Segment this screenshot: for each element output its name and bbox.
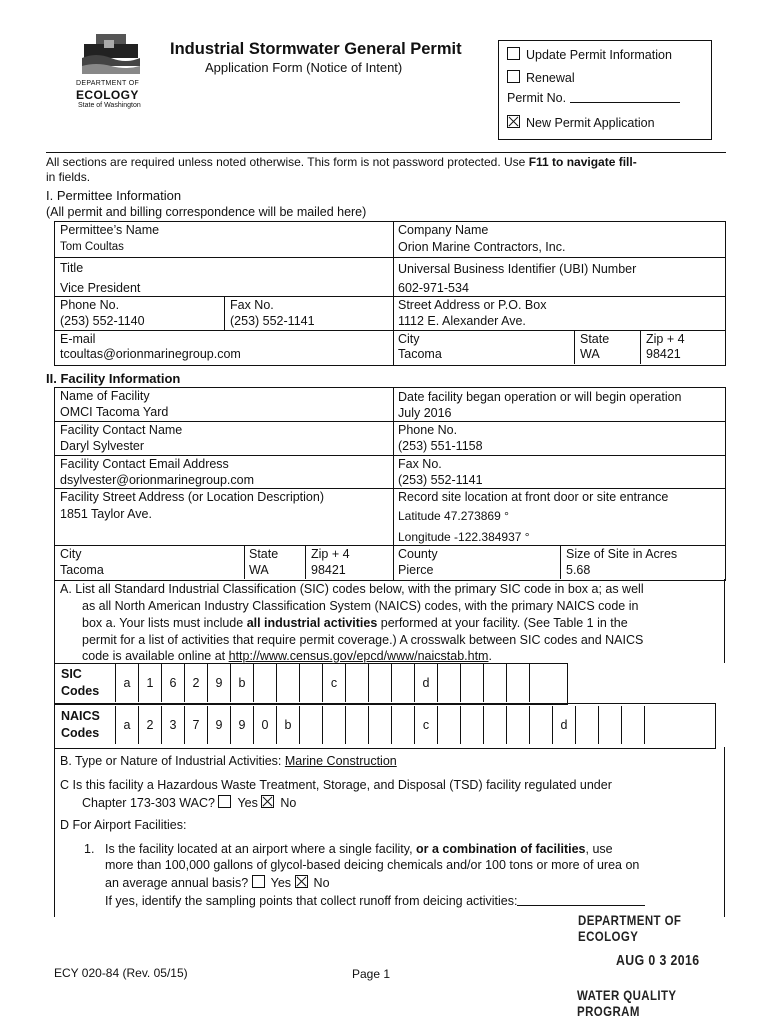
divider bbox=[724, 579, 725, 663]
renewal-option[interactable] bbox=[507, 70, 575, 86]
facility-fax-label: Fax No. bbox=[398, 457, 442, 471]
naics-code-cell[interactable] bbox=[507, 706, 530, 744]
naics-code-cell[interactable] bbox=[369, 706, 392, 744]
airport-no-checkbox[interactable] bbox=[295, 875, 308, 888]
intro-line-2: in fields. bbox=[46, 170, 91, 184]
divider bbox=[54, 579, 55, 663]
phone-value[interactable]: (253) 552-1140 bbox=[60, 314, 145, 328]
naics-code-cell[interactable] bbox=[599, 706, 622, 744]
text: box a. Your lists must include bbox=[82, 616, 247, 630]
facility-phone-value[interactable]: (253) 551-1158 bbox=[398, 439, 483, 453]
intro-text: All sections are required unless noted otherwise. This form is not password protected. Use bbox=[46, 155, 529, 169]
section-1-note: (All permit and billing correspondence will be mailed here) bbox=[46, 205, 367, 219]
new-checkbox[interactable] bbox=[507, 115, 520, 128]
update-checkbox[interactable] bbox=[507, 47, 520, 60]
naics-code-cell[interactable] bbox=[622, 706, 645, 744]
county-value[interactable]: Pierce bbox=[398, 563, 434, 577]
text: performed at your facility. (See Table 1 in the bbox=[377, 616, 628, 630]
naics-codes-row bbox=[54, 703, 716, 749]
renewal-label: Renewal bbox=[526, 71, 575, 85]
naics-code-cells bbox=[115, 706, 645, 744]
divider bbox=[54, 488, 725, 489]
received-stamp-program: WATER QUALITY PROGRAM bbox=[577, 987, 677, 1019]
sic-code-cell[interactable] bbox=[392, 664, 415, 702]
permit-no-label: Permit No. bbox=[507, 91, 567, 105]
naics-code-cell[interactable] bbox=[346, 706, 369, 744]
title-label: Title bbox=[60, 261, 84, 275]
text: , use bbox=[585, 842, 613, 856]
naics-code-cell[interactable] bbox=[323, 706, 346, 744]
form-number: ECY 020-84 (Rev. 05/15) bbox=[54, 966, 188, 980]
naics-code-cell[interactable]: 9 bbox=[231, 706, 254, 744]
divider bbox=[224, 296, 225, 330]
site-size-label: Size of Site in Acres bbox=[566, 547, 678, 561]
sic-code-cell[interactable] bbox=[461, 664, 484, 702]
facility-state-value[interactable]: WA bbox=[249, 563, 269, 577]
facility-name-label: Name of Facility bbox=[60, 389, 150, 403]
sic-codes-row bbox=[54, 663, 568, 705]
divider bbox=[724, 747, 725, 917]
facility-street-label: Facility Street Address (or Location Description) bbox=[60, 490, 324, 504]
sic-code-cell[interactable]: 9 bbox=[208, 664, 231, 702]
facility-state-label: State bbox=[249, 547, 279, 561]
naics-crosswalk-link[interactable]: http://www.census.gov/epcd/www/naicstab.htm bbox=[228, 649, 489, 663]
naics-code-cell[interactable]: b bbox=[277, 706, 300, 744]
agency-name: ECOLOGY bbox=[76, 88, 139, 102]
divider bbox=[54, 296, 725, 297]
sic-code-cell[interactable] bbox=[346, 664, 369, 702]
state-value[interactable]: WA bbox=[580, 347, 600, 361]
zip-label: Zip + 4 bbox=[646, 332, 685, 346]
facility-fax-value[interactable]: (253) 552-1141 bbox=[398, 473, 483, 487]
county-label: County bbox=[398, 547, 438, 561]
latitude-value[interactable]: Latitude 47.273869 ° bbox=[398, 509, 509, 523]
yes-label: Yes bbox=[237, 796, 258, 810]
new-option[interactable] bbox=[507, 115, 655, 131]
ubi-value[interactable]: 602-971-534 bbox=[398, 281, 469, 295]
update-label: Update Permit Information bbox=[526, 48, 672, 62]
city-value[interactable]: Tacoma bbox=[398, 347, 442, 361]
agency-state: State of Washington bbox=[78, 102, 141, 109]
section-1-heading: I. Permittee Information bbox=[46, 188, 182, 203]
divider bbox=[54, 330, 725, 331]
title-value[interactable]: Vice President bbox=[60, 281, 141, 295]
facility-name-value[interactable]: OMCI Tacoma Yard bbox=[60, 405, 169, 419]
email-value[interactable]: tcoultas@orionmarinegroup.com bbox=[60, 347, 241, 361]
ubi-label: Universal Business Identifier (UBI) Number bbox=[398, 262, 637, 276]
contact-email-value[interactable]: dsylvester@orionmarinegroup.com bbox=[60, 473, 255, 487]
record-location-label: Record site location at front door or site entrance bbox=[398, 490, 669, 504]
text-bold: all industrial activities bbox=[246, 616, 378, 630]
tsd-no-checkbox[interactable] bbox=[261, 795, 274, 808]
sic-code-cell[interactable]: b bbox=[231, 664, 254, 702]
naics-code-cell[interactable] bbox=[576, 706, 599, 744]
tsd-yes-checkbox[interactable] bbox=[218, 795, 231, 808]
naics-code-cell[interactable] bbox=[484, 706, 507, 744]
text: Is the facility located at an airport where a single facility, bbox=[105, 842, 417, 856]
agency-sub: DEPARTMENT OF bbox=[76, 80, 140, 87]
company-name-value[interactable]: Orion Marine Contractors, Inc. bbox=[398, 240, 566, 254]
intro-line-1 bbox=[46, 155, 637, 170]
longitude-value[interactable]: Longitude -122.384937 ° bbox=[398, 530, 530, 544]
divider bbox=[54, 257, 725, 258]
part-d-number: 1. bbox=[84, 842, 95, 856]
facility-phone-label: Phone No. bbox=[398, 423, 458, 437]
contact-email-label: Facility Contact Email Address bbox=[60, 457, 229, 471]
street-value[interactable]: 1112 E. Alexander Ave. bbox=[398, 314, 526, 328]
start-date-label: Date facility began operation or will begin operation bbox=[398, 390, 682, 404]
divider bbox=[54, 747, 55, 917]
permit-no-field[interactable] bbox=[507, 91, 680, 106]
sic-code-cell[interactable] bbox=[438, 664, 461, 702]
form-subtitle: Application Form (Notice of Intent) bbox=[205, 60, 403, 75]
permittee-table bbox=[54, 221, 726, 366]
facility-zip-value[interactable]: 98421 bbox=[311, 563, 346, 577]
sic-code-cell[interactable] bbox=[369, 664, 392, 702]
sic-label-2: Codes bbox=[61, 684, 100, 698]
divider bbox=[244, 545, 245, 579]
naics-code-cell[interactable] bbox=[438, 706, 461, 744]
divider bbox=[305, 545, 306, 579]
no-label: No bbox=[313, 876, 330, 890]
sic-label: SIC bbox=[61, 667, 82, 681]
contact-name-label: Facility Contact Name bbox=[60, 423, 183, 437]
text: Chapter 173-303 WAC? bbox=[82, 796, 215, 810]
yes-label: Yes bbox=[270, 876, 292, 890]
sic-code-cell[interactable] bbox=[300, 664, 323, 702]
fax-label: Fax No. bbox=[230, 298, 274, 312]
page-number: Page 1 bbox=[352, 967, 391, 981]
naics-code-cell[interactable]: 0 bbox=[254, 706, 277, 744]
city-label: City bbox=[398, 332, 420, 346]
sic-code-cell[interactable] bbox=[277, 664, 300, 702]
sampling-points-input[interactable] bbox=[517, 894, 645, 906]
divider bbox=[54, 545, 725, 546]
text-bold: or a combination of facilities bbox=[416, 842, 586, 856]
section-2-heading: II. Facility Information bbox=[46, 371, 181, 386]
part-d-line-1 bbox=[105, 842, 613, 857]
part-d-line-2: more than 100,000 gallons of glycol-based deicing chemicals and/or 100 tons or more of urea on bbox=[105, 858, 640, 872]
part-a-line-2: as all North American Industry Classification System (NAICS) codes, with the primary NAICS code in bbox=[82, 599, 639, 613]
facility-street-value[interactable]: 1851 Taylor Ave. bbox=[60, 507, 152, 521]
renewal-checkbox[interactable] bbox=[507, 70, 520, 83]
permit-no-input[interactable] bbox=[570, 91, 680, 103]
email-label: E-mail bbox=[60, 332, 96, 346]
street-label: Street Address or P.O. Box bbox=[398, 298, 547, 312]
text: . bbox=[488, 649, 492, 663]
sic-code-cell[interactable]: a bbox=[116, 664, 139, 702]
permittee-name-value[interactable]: Tom Coultas bbox=[60, 241, 124, 253]
permittee-name-label: Permittee’s Name bbox=[60, 223, 160, 237]
facility-city-label: City bbox=[60, 547, 82, 561]
application-type-box bbox=[498, 40, 712, 140]
naics-code-cell[interactable]: 9 bbox=[208, 706, 231, 744]
naics-code-cell[interactable]: 7 bbox=[185, 706, 208, 744]
sic-code-cell[interactable] bbox=[254, 664, 277, 702]
phone-label: Phone No. bbox=[60, 298, 120, 312]
start-date-value[interactable]: July 2016 bbox=[398, 406, 452, 420]
text: an average annual basis? bbox=[105, 876, 249, 890]
sic-code-cell[interactable]: c bbox=[323, 664, 346, 702]
divider bbox=[393, 221, 394, 365]
sic-code-cell[interactable]: 6 bbox=[162, 664, 185, 702]
part-a-line-3 bbox=[82, 616, 628, 631]
naics-label-2: Codes bbox=[61, 726, 100, 740]
facility-city-value[interactable]: Tacoma bbox=[60, 563, 104, 577]
divider bbox=[560, 545, 561, 579]
part-a-line-5 bbox=[82, 649, 492, 664]
intro-bold: F11 to navigate fill- bbox=[528, 155, 637, 169]
naics-code-cell[interactable] bbox=[530, 706, 553, 744]
contact-name-value[interactable]: Daryl Sylvester bbox=[60, 439, 145, 453]
sic-code-cell[interactable]: d bbox=[415, 664, 438, 702]
naics-code-cell[interactable] bbox=[461, 706, 484, 744]
divider bbox=[54, 455, 725, 456]
naics-code-cell[interactable] bbox=[300, 706, 323, 744]
text: code is available online at bbox=[82, 649, 229, 663]
naics-code-cell[interactable]: 3 bbox=[162, 706, 185, 744]
part-c-line-2 bbox=[82, 795, 296, 811]
activity-type-value[interactable]: Marine Construction bbox=[284, 754, 397, 768]
part-c-line-1: C Is this facility a Hazardous Waste Treatment, Storage, and Disposal (TSD) facility regulated under bbox=[60, 778, 612, 792]
state-label: State bbox=[580, 332, 610, 346]
part-b bbox=[60, 754, 397, 769]
facility-zip-label: Zip + 4 bbox=[311, 547, 350, 561]
fax-value[interactable]: (253) 552-1141 bbox=[230, 314, 315, 328]
update-option[interactable] bbox=[507, 47, 672, 63]
naics-code-cell[interactable]: a bbox=[116, 706, 139, 744]
site-size-value[interactable]: 5.68 bbox=[566, 563, 591, 577]
naics-code-cell[interactable]: d bbox=[553, 706, 576, 744]
received-stamp-agency: DEPARTMENT OF ECOLOGY bbox=[578, 912, 682, 944]
part-d-line-3 bbox=[105, 875, 330, 891]
naics-code-cell[interactable]: 2 bbox=[139, 706, 162, 744]
part-a-line-4: permit for a list of activities that require permit coverage.) A crosswalk between SIC codes and NAICS bbox=[82, 633, 644, 647]
sic-code-cells bbox=[115, 664, 530, 702]
divider bbox=[640, 330, 641, 364]
sic-code-cell[interactable]: 1 bbox=[139, 664, 162, 702]
header-divider bbox=[46, 152, 726, 153]
new-label: New Permit Application bbox=[526, 116, 655, 130]
part-b-label: B. Type or Nature of Industrial Activities: bbox=[60, 754, 285, 768]
text: If yes, identify the sampling points that collect runoff from deicing activities: bbox=[105, 894, 518, 908]
naics-label: NAICS bbox=[61, 709, 100, 723]
naics-code-cell[interactable]: c bbox=[415, 706, 438, 744]
airport-yes-checkbox[interactable] bbox=[252, 875, 265, 888]
form-title: Industrial Stormwater General Permit bbox=[170, 40, 462, 58]
company-name-label: Company Name bbox=[398, 223, 489, 237]
zip-value[interactable]: 98421 bbox=[646, 347, 681, 361]
sic-code-cell[interactable] bbox=[507, 664, 530, 702]
sic-code-cell[interactable]: 2 bbox=[185, 664, 208, 702]
no-label: No bbox=[280, 796, 297, 810]
ecology-logo bbox=[82, 32, 140, 74]
part-d-line-4 bbox=[105, 894, 645, 909]
divider bbox=[393, 387, 394, 580]
divider bbox=[54, 421, 725, 422]
part-d-heading: D For Airport Facilities: bbox=[60, 818, 187, 832]
part-a-line-1: A. List all Standard Industrial Classification (SIC) codes below, with the primary SIC code in box a; as well bbox=[60, 582, 644, 596]
sic-code-cell[interactable] bbox=[484, 664, 507, 702]
naics-code-cell[interactable] bbox=[392, 706, 415, 744]
divider bbox=[574, 330, 575, 364]
received-stamp-date: AUG 0 3 2016 bbox=[616, 952, 700, 969]
